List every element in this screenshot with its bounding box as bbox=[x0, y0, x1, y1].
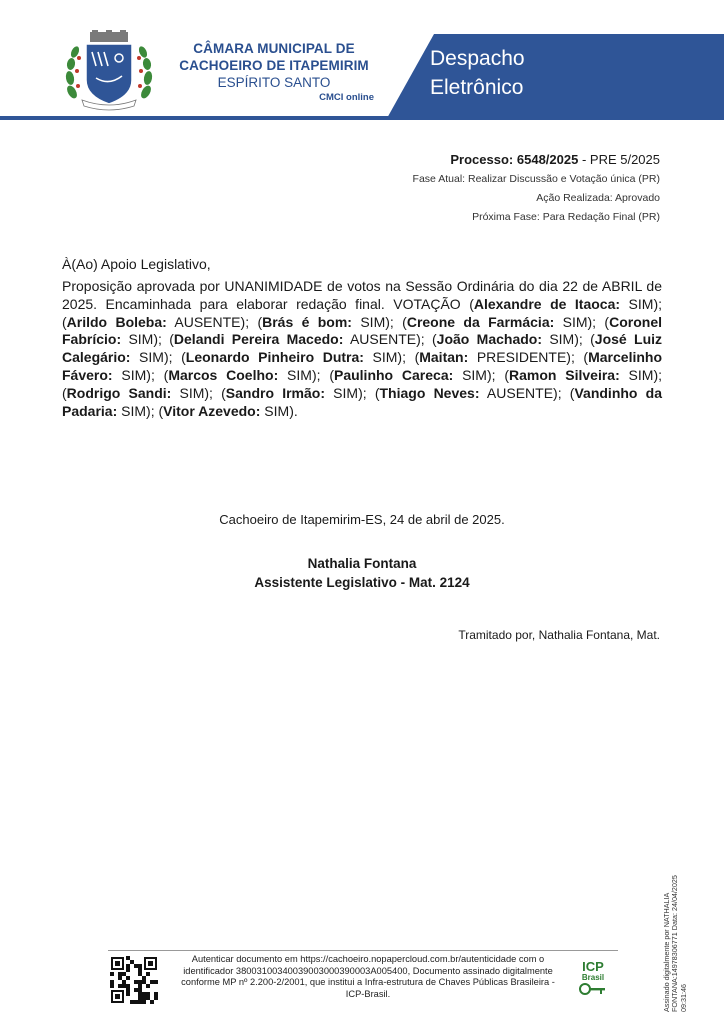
vote-entry: (Ramon Silveira: SIM); bbox=[495, 366, 662, 383]
vote-value: SIM bbox=[112, 366, 147, 383]
vote-value: SIM bbox=[130, 349, 164, 366]
councillor-name: Rodrigo Sandi: bbox=[66, 384, 172, 401]
councillor-name: Thiago Neves: bbox=[379, 384, 480, 401]
signer-role: Assistente Legislativo - Mat. 2124 bbox=[254, 575, 470, 590]
councillor-name: José Luiz Calegário: bbox=[62, 331, 663, 366]
vote-value: SIM bbox=[278, 366, 312, 383]
councillor-name: Sandro Irmão: bbox=[225, 384, 325, 401]
vote-value: SIM bbox=[542, 331, 575, 348]
vote-entry: (Marcelinho Fávero: SIM); bbox=[62, 349, 662, 383]
chamber-state: ESPÍRITO SANTO bbox=[217, 75, 331, 90]
vote-value: SIM bbox=[260, 402, 290, 419]
dispatch-body bbox=[62, 278, 662, 420]
banner-line2: Eletrônico bbox=[430, 76, 524, 99]
vote-entry: (Alexandre de Itaoca: SIM); bbox=[469, 295, 663, 312]
banner-line1: Despacho bbox=[430, 47, 525, 70]
signature-line1: Assinado digitalmente por NATHALIA bbox=[662, 892, 671, 1012]
councillor-name: Marcos Coelho: bbox=[168, 366, 279, 383]
process-number-line bbox=[413, 150, 660, 170]
process-info bbox=[413, 150, 660, 227]
councillor-name: Paulinho Careca: bbox=[333, 366, 454, 383]
action-taken: Ação Realizada: Aprovado bbox=[536, 192, 660, 204]
chamber-name-line1: CÂMARA MUNICIPAL DE bbox=[193, 41, 355, 56]
councillor-name: Brás é bom: bbox=[262, 313, 352, 330]
vote-entry: (Marcos Coelho: SIM); bbox=[154, 366, 321, 383]
vote-value: SIM bbox=[453, 366, 487, 383]
vote-value: SIM bbox=[351, 313, 386, 330]
councillor-name: Leonardo Pinheiro Dutra: bbox=[185, 349, 364, 366]
chamber-name-line2: CACHOEIRO DE ITAPEMIRIM bbox=[179, 58, 369, 73]
authentication-notice: Autenticar documento em https://cachoeiro.nopapercloud.com.br/autenticidade com o identificador 38003100340039003000390003A005400, Documento assinado digitalmente conforme MP nº 2.200-2/2001, que institui a Infra-estrutura de Chaves Públicas Brasileira - ICP-Brasil. bbox=[181, 954, 555, 999]
councillor-name: Vandinho da Padaria: bbox=[62, 384, 662, 419]
vote-entry: (Delandi Pereira Macedo: AUSENTE); bbox=[161, 331, 425, 348]
vote-value: SIM bbox=[619, 366, 654, 383]
vote-value: SIM bbox=[117, 402, 147, 419]
qr-code-icon[interactable] bbox=[110, 956, 158, 1004]
process-label: Processo: bbox=[450, 152, 514, 167]
signer-name: Nathalia Fontana bbox=[307, 556, 417, 571]
vote-entry: (Leonardo Pinheiro Dutra: SIM); bbox=[172, 349, 406, 366]
chamber-name-block bbox=[168, 40, 380, 105]
footer-divider bbox=[108, 950, 618, 951]
vote-value: SIM bbox=[121, 331, 154, 348]
vote-entry: (Vandinho da Padaria: SIM); bbox=[62, 384, 662, 419]
vote-entry: (Creone da Farmácia: SIM); bbox=[393, 313, 597, 330]
councillor-name: Delandi Pereira Macedo: bbox=[173, 331, 344, 348]
current-phase: Fase Atual: Realizar Discussão e Votação única (PR) bbox=[412, 173, 660, 185]
process-ref: - PRE 5/2025 bbox=[581, 152, 660, 167]
councillor-name: Ramon Silveira: bbox=[509, 366, 620, 383]
councillor-name: Creone da Farmácia: bbox=[406, 313, 555, 330]
vote-value: AUSENTE bbox=[166, 313, 241, 330]
dispatch-intro: Proposição aprovada por UNANIMIDADE de votos na Sessão Ordinária do dia 22 de ABRIL de 2025. Encaminhada para elaborar redação final. VOTAÇÃO bbox=[62, 278, 662, 312]
vote-value: SIM bbox=[363, 349, 398, 366]
vote-entry: (Sandro Irmão: SIM); bbox=[212, 384, 367, 401]
vote-entry: (Thiago Neves: AUSENTE); bbox=[366, 384, 562, 401]
icp-logo-text: ICP bbox=[582, 959, 604, 974]
vote-value: SIM bbox=[554, 313, 588, 330]
vote-list bbox=[62, 296, 662, 419]
councillor-name: Coronel Fabrício: bbox=[62, 313, 662, 348]
vote-value: SIM bbox=[620, 295, 654, 312]
signature-line2: FONTANA:14978306771 Data: 24/04/2025 bbox=[670, 875, 680, 1012]
vote-entry: (Brás é bom: SIM); bbox=[249, 313, 394, 330]
vote-value: AUSENTE bbox=[343, 331, 417, 348]
councillor-name: João Machado: bbox=[436, 331, 542, 348]
councillor-name: Arildo Boleba: bbox=[66, 313, 167, 330]
icp-key-icon bbox=[578, 982, 608, 996]
vote-entry: (Coronel Fabrício: SIM); bbox=[62, 313, 662, 348]
chamber-tag: CMCI online bbox=[319, 92, 374, 103]
greeting: À(Ao) Apoio Legislativo, bbox=[62, 256, 211, 272]
vote-value: AUSENTE bbox=[479, 384, 554, 401]
digital-signature-stamp bbox=[663, 842, 688, 1012]
process-number: 6548/2025 bbox=[516, 152, 579, 167]
icp-logo-subtext: Brasil bbox=[581, 973, 605, 982]
councillor-name: Marcelinho Fávero: bbox=[62, 349, 662, 383]
tramitado-by: Tramitado por, Nathalia Fontana, Mat. bbox=[458, 628, 660, 642]
icp-brasil-logo bbox=[578, 960, 608, 1001]
document-type-title bbox=[430, 44, 710, 102]
vote-entry: (Arildo Boleba: AUSENTE); bbox=[62, 313, 250, 330]
vote-entry: (José Luiz Calegário: SIM); bbox=[62, 331, 663, 366]
vote-value: SIM bbox=[325, 384, 359, 401]
vote-value: PRESIDENTE bbox=[468, 349, 567, 366]
vote-entry: (Paulinho Careca: SIM); bbox=[320, 366, 496, 383]
vote-entry: (Maitan: PRESIDENTE); bbox=[405, 349, 575, 366]
header-divider bbox=[0, 116, 430, 120]
municipal-crest-logo bbox=[62, 30, 156, 112]
vote-entry: (Rodrigo Sandi: SIM); bbox=[62, 384, 213, 401]
councillor-name: Alexandre de Itaoca: bbox=[473, 295, 621, 312]
vote-entry: (João Machado: SIM); bbox=[424, 331, 583, 348]
next-phase: Próxima Fase: Para Redação Final (PR) bbox=[472, 211, 660, 223]
vote-value: SIM bbox=[171, 384, 205, 401]
place-date: Cachoeiro de Itapemirim-ES, 24 de abril de 2025. bbox=[219, 512, 505, 527]
vote-entry: (Vitor Azevedo: SIM). bbox=[154, 402, 298, 419]
signature-line3: 09:31:46 bbox=[678, 984, 688, 1012]
councillor-name: Vitor Azevedo: bbox=[163, 402, 261, 419]
councillor-name: Maitan: bbox=[419, 349, 469, 366]
